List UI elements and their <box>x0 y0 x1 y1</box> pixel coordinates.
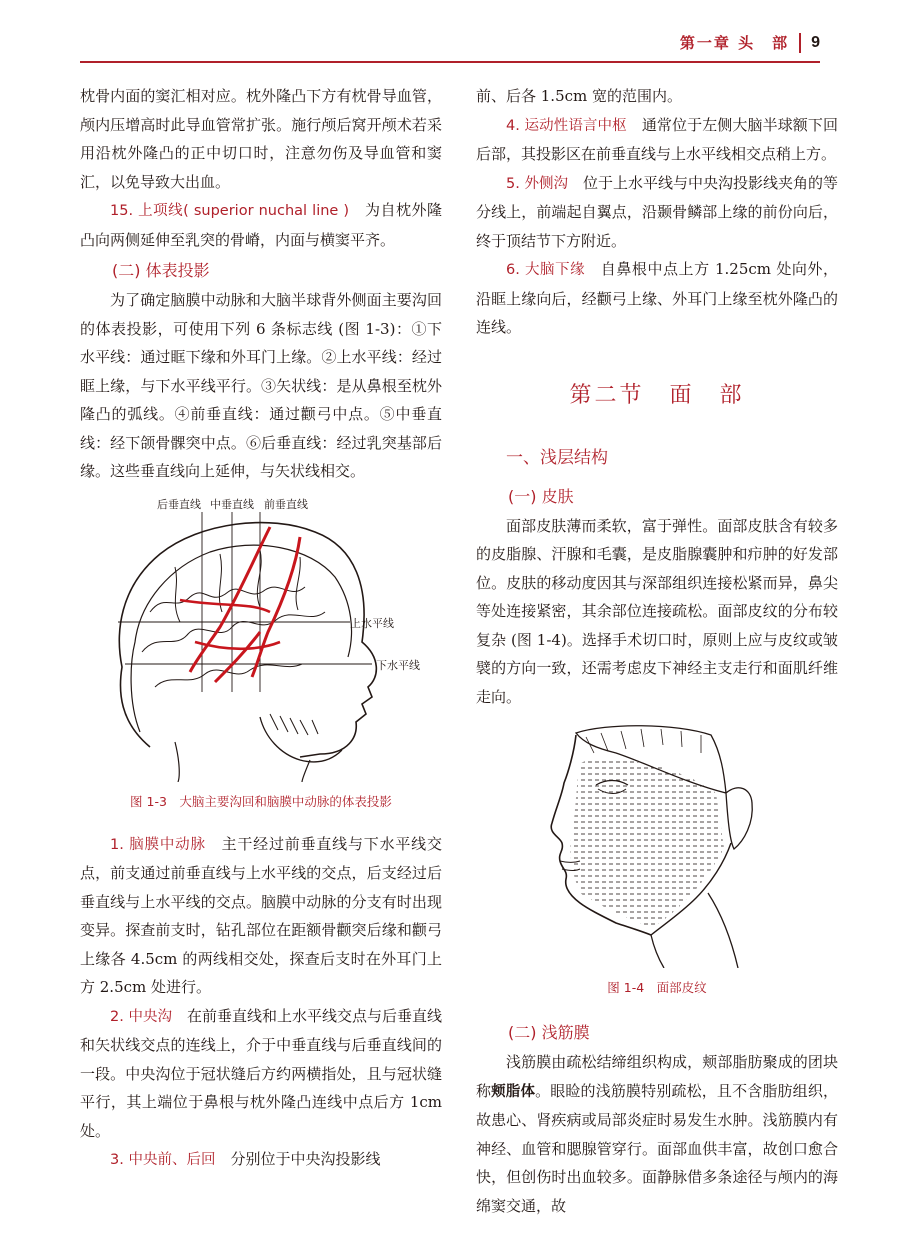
item-text: 为自枕外隆凸向两侧延伸至乳突的骨嵴，内面与横窦平齐。 <box>80 201 442 249</box>
item-2 <box>80 1002 442 1146</box>
subsection-title: 一、浅层结构 <box>506 447 608 468</box>
item-5 <box>476 169 838 256</box>
page-number: 9 <box>811 33 820 51</box>
text-run: 浅筋膜由疏松结缔组织构成，颊部脂肪聚成的团块称 <box>476 1053 838 1100</box>
section-heading: (二) 体表投影 <box>112 261 210 280</box>
term-bold: 颊脂体 <box>491 1083 536 1100</box>
paragraph: 前、后各 1.5cm 宽的范围内。 <box>476 87 683 105</box>
face-skin-lines-illustration <box>476 723 838 968</box>
paragraph: 枕骨内面的窦汇相对应。枕外隆凸下方有枕骨导血管，颅内压增高时此导血管常扩张。施行颅后窝开颅术若采用沿枕外隆凸的正中切口时，注意勿伤及导血管和窦汇，以免导致大出血。 <box>80 87 442 191</box>
figure-caption: 图 1-3 大脑主要沟回和脑膜中动脉的体表投影 <box>130 793 392 809</box>
figure-1-4 <box>476 723 838 1008</box>
item-6 <box>476 255 838 342</box>
label-middle-vertical-line: 中垂直线 <box>210 497 254 511</box>
header-rule <box>80 61 820 63</box>
figure-1-3 <box>80 492 442 817</box>
left-column <box>80 82 442 1175</box>
label-upper-horizontal-line: 上水平线 <box>350 616 394 630</box>
item-label: 5. 外侧沟 <box>506 175 568 192</box>
header-separator <box>799 33 801 53</box>
item-text: 在前垂直线和上水平线交点与后垂直线和矢状线交点的连线上，介于中垂直线与后垂直线间的一段。中央沟位于冠状缝后方约两横指处，且与冠状缝平行，其上端位于鼻根与枕外隆凸连线中点后方 1cm 处。 <box>80 1006 442 1140</box>
section-heading: (一) 皮肤 <box>508 486 574 506</box>
item-1 <box>80 830 442 1002</box>
paragraph <box>476 1048 838 1220</box>
item-text: 通常位于左侧大脑半球额下回后部，其投影区在前垂直线与上水平线相交点稍上方。 <box>476 115 838 163</box>
item-4 <box>476 111 838 169</box>
item-15 <box>80 196 442 254</box>
running-header <box>680 32 820 53</box>
paragraph: 面部皮肤薄而柔软，富于弹性。面部皮肤含有较多的皮脂腺、汗腺和毛囊，是皮脂腺囊肿和疖肿的好发部位。皮肤的移动度因其与深部组织连接松紧而异，鼻尖等处连接紧密，其余部位连接疏松。面部皮纹的分布较复杂 (图 1-4)。选择手术切口时，原则上应与皮纹或皱襞的方向一致，还需考虑皮下神经主支走行和面肌纤维走向。 <box>476 516 838 706</box>
item-3 <box>80 1145 442 1175</box>
item-text: 分别位于中央沟投影线 <box>230 1150 381 1168</box>
item-text: 位于上水平线与中央沟投影线夹角的等分线上，前端起自翼点，沿颞骨鳞部上缘的前份向后，终于顶结节下方附近。 <box>476 173 838 250</box>
item-label: 6. 大脑下缘 <box>506 262 586 278</box>
right-column <box>476 82 838 1220</box>
paragraph: 为了确定脑膜中动脉和大脑半球背外侧面主要沟回的体表投影，可使用下列 6 条标志线 (图 1-3)：①下水平线：通过眶下缘和外耳门上缘。②上水平线：经过眶上缘，与下水平线平行。③矢状线：是从鼻根至枕外隆凸的弧线。④前垂直线：通过颧弓中点。⑤中垂直线：经下颌骨髁突中点。⑥后垂直线：经过乳突基部后缘。这些垂直线向上延伸，与矢状线相交。 <box>80 291 442 480</box>
item-text: 自鼻根中点上方 1.25cm 处向外，沿眶上缘向后，经颧弓上缘、外耳门上缘至枕外隆凸的连线。 <box>476 260 838 336</box>
item-label: 2. 中央沟 <box>110 1008 172 1025</box>
label-anterior-vertical-line: 前垂直线 <box>264 497 308 511</box>
item-label: 15. 上项线( superior nuchal line ) <box>110 203 350 219</box>
figure-caption: 图 1-4 面部皮纹 <box>607 980 707 995</box>
section-heading: (二) 浅筋膜 <box>508 1023 590 1042</box>
text-run: 。眼睑的浅筋膜特别疏松，且不含脂肪组织，故患心、肾疾病或局部炎症时易发生水肿。浅筋膜内有神经、血管和腮腺管穿行。面部血供丰富，故创口愈合快，但创伤时出血较多。面静脉借多条途径与颅内的海绵窦交通，故 <box>476 1081 838 1215</box>
section-title: 第二节 面 部 <box>569 382 745 408</box>
item-label: 4. 运动性语言中枢 <box>506 117 627 134</box>
label-posterior-vertical-line: 后垂直线 <box>157 497 201 511</box>
chapter-title: 第一章 头 部 <box>679 34 790 52</box>
label-lower-horizontal-line: 下水平线 <box>376 658 420 672</box>
item-text: 主干经过前垂直线与下水平线交点，前支通过前垂直线与上水平线的交点，后支经过后垂直线与上水平线的交点。脑膜中动脉的分支有时出现变异。探查前支时，钻孔部位在距额骨颧突后缘和颧弓上缘各 4.5cm 的两线相交处，探查后支时在外耳门上方 2.5cm 处进行。 <box>80 834 442 996</box>
brain-projection-illustration <box>80 492 442 782</box>
item-label: 1. 脑膜中动脉 <box>110 836 206 853</box>
item-label: 3. 中央前、后回 <box>110 1152 216 1168</box>
